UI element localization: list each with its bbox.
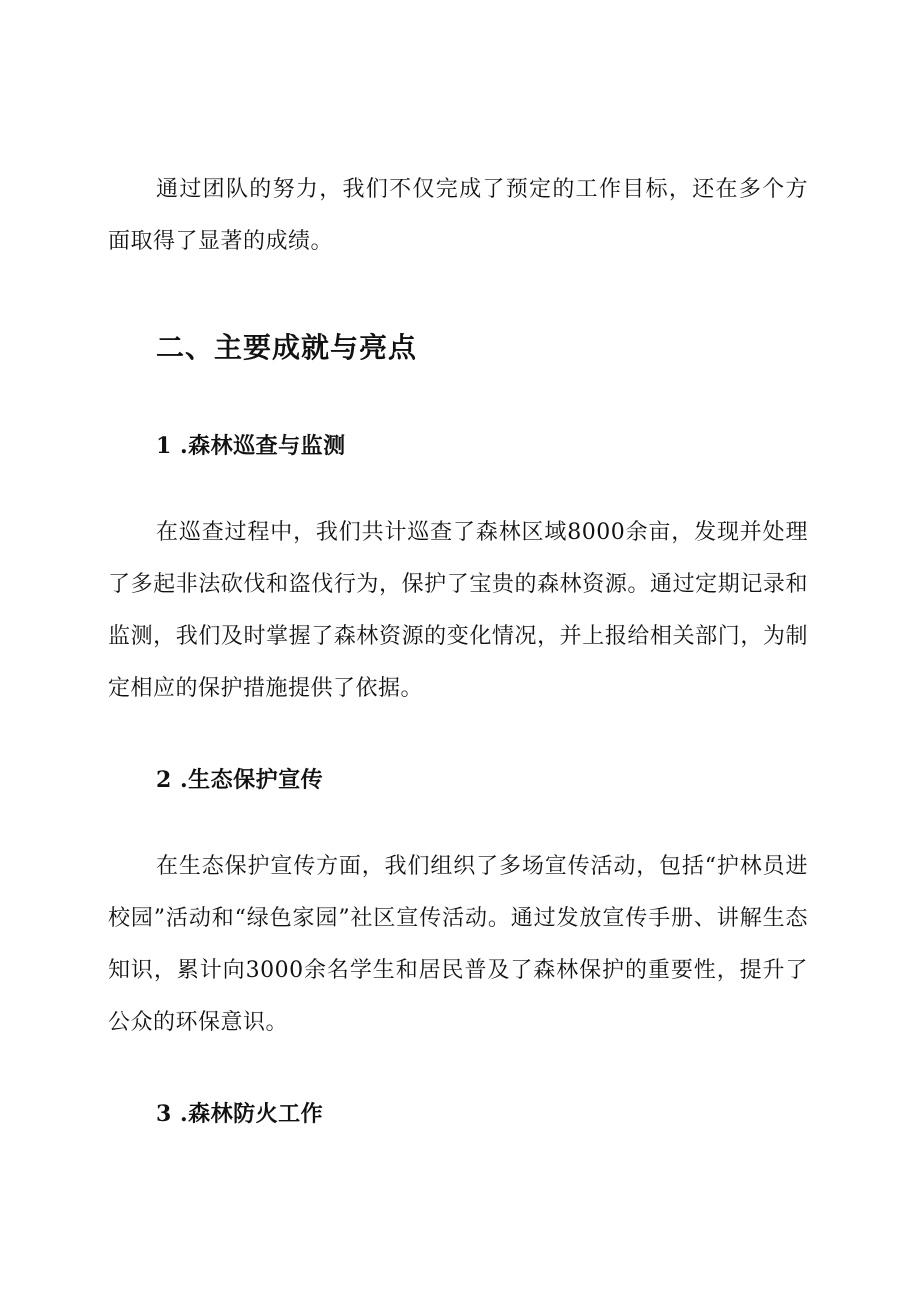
intro-paragraph: 通过团队的努力，我们不仅完成了预定的工作目标，还在多个方面取得了显著的成绩。 (108, 177, 808, 254)
item-title-forest-patrol: 1 .森林巡查与监测 (156, 433, 346, 459)
item-title-fire-prevention: 3 .森林防火工作 (156, 1101, 324, 1127)
item-body-eco-publicity: 在生态保护宣传方面，我们组织了多场宣传活动，包括“护林员进校园”活动和“绿色家园”社区宣传活动。通过发放宣传手册、讲解生态知识，累计向3000余名学生和居民普及了森林保护的重要性，提升了公众的环保意识。 (108, 854, 808, 1035)
section-heading: 二、主要成就与亮点 (156, 331, 418, 364)
item-title-eco-publicity: 2 .生态保护宣传 (156, 767, 324, 793)
item-body-forest-patrol: 在巡查过程中，我们共计巡查了森林区域8000余亩，发现并处理了多起非法砍伐和盗伐行为，保护了宝贵的森林资源。通过定期记录和监测，我们及时掌握了森林资源的变化情况，并上报给相关部门，为制定相应的保护措施提供了依据。 (108, 520, 808, 701)
